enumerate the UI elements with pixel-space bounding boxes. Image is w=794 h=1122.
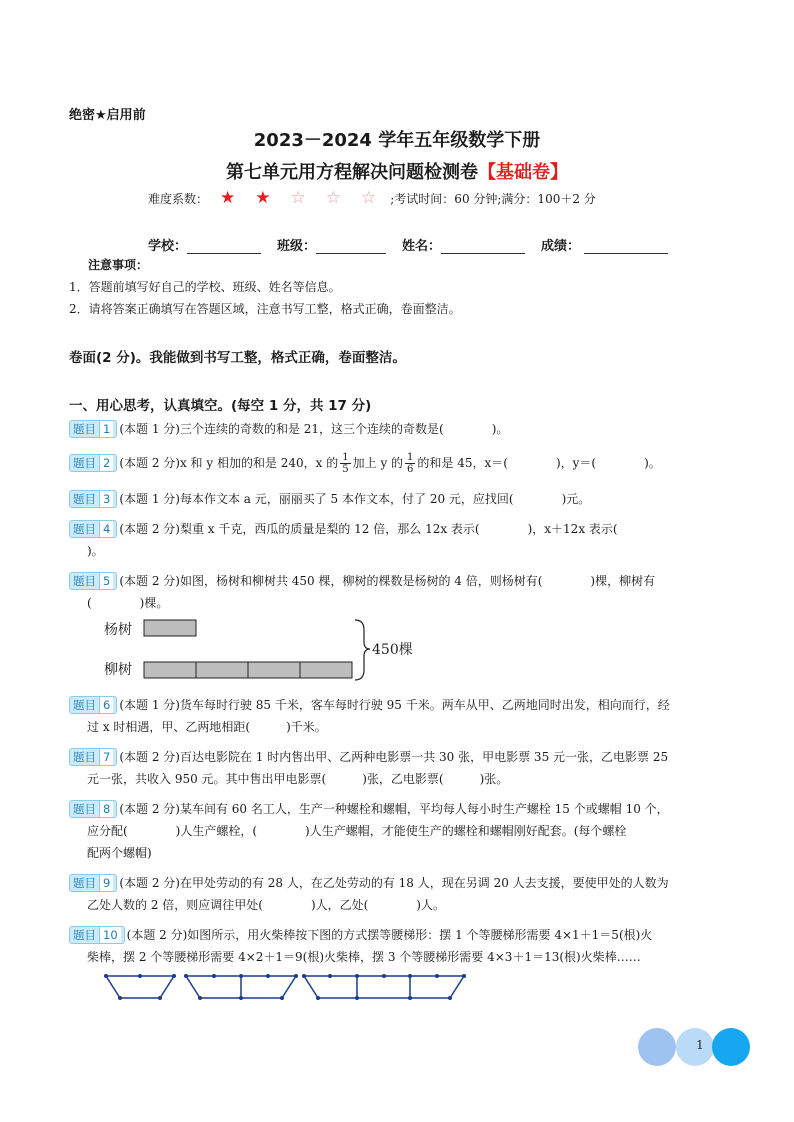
difficulty-label: 难度系数：: [148, 192, 209, 206]
question-badge: 题目 9: [69, 874, 117, 892]
question-badge: 题目 6: [69, 696, 117, 714]
confidential-label: 绝密★启用前: [69, 108, 146, 123]
difficulty-stars: [220, 190, 376, 207]
score-field[interactable]: 成绩：: [541, 235, 668, 254]
brace: [355, 620, 370, 680]
exam-subtitle: [0, 158, 794, 184]
notice-item: 1．答题前填写好自己的学校、班级、姓名等信息。: [69, 280, 341, 294]
question-2: 题目 2 (本题 2 分)x 和 y 相加的和是 240，x 的 $\frac{1}{5}$ 加上 y 的 $\frac{1}{6}$ 的和是 45，x＝( )，y＝( )。: [69, 452, 729, 475]
fraction: $\frac{1}{6}$: [407, 452, 414, 475]
student-info-fields: [148, 235, 684, 254]
question-8: 题目 8 (本题 2 分)某车间有 60 名工人，生产一种螺栓和螺帽，平均每人每小时生产螺栓 15 个或螺帽 10 个， 应分配( )人生产螺栓，( )人生产螺帽，才能使生产的螺栓和螺帽刚好配套。(每个螺栓 配两个螺帽): [69, 798, 729, 864]
question-badge: 题目 1: [69, 420, 117, 438]
question-4: 题目 4 (本题 2 分)梨重 x 千克，西瓜的质量是梨的 12 倍，那么 12x 表示( )，x＋12x 表示( )。: [69, 518, 729, 562]
question-badge: 题目 2: [69, 454, 117, 472]
star-filled-icon: ★: [220, 188, 236, 208]
star-filled-icon: ★: [255, 188, 271, 208]
question-6: 题目 6 (本题 1 分)货车每时行驶 85 千米，客车每时行驶 95 千米。两车从甲、乙两地同时出发，相向而行，经 过 x 时相遇，甲、乙两地相距( )千米。: [69, 694, 729, 738]
question-badge: 题目 3: [69, 490, 117, 508]
label-willow: 柳树: [104, 662, 132, 678]
exam-title: 2023－2024 学年五年级数学下册: [253, 130, 541, 151]
question-5: 题目 5 (本题 2 分)如图，杨树和柳树共 450 棵，柳树的棵数是杨树的 4 倍，则杨树有( )棵，柳树有 ( )棵。: [69, 570, 729, 614]
subtitle-highlight: 【基础卷】: [478, 162, 568, 183]
question-badge: 题目 10: [69, 926, 125, 944]
notice-title: 注意事项：: [88, 258, 149, 272]
fraction: $\frac{1}{5}$: [342, 452, 349, 475]
star-empty-icon: ☆: [290, 188, 306, 208]
segment-diagram: [100, 612, 440, 688]
matchstick-diagram: [100, 970, 480, 1004]
school-field[interactable]: 学校：: [148, 235, 261, 254]
question-3: 题目 3 (本题 1 分)每本作文本 a 元，丽丽买了 5 本作文本，付了 20 元，应找回( )元。: [69, 488, 729, 510]
question-1: 题目 1 (本题 1 分)三个连续的奇数的和是 21，这三个连续的奇数是( )。: [69, 418, 729, 440]
total-label: 450棵: [372, 642, 413, 658]
question-7: 题目 7 (本题 2 分)百达电影院在 1 时内售出甲、乙两种电影票一共 30 张，甲电影票 35 元一张，乙电影票 25 元一张，共收入 950 元。其中售出甲电影票( )张，乙电影票( )张。: [69, 746, 729, 790]
question-9: 题目 9 (本题 2 分)在甲处劳动的有 28 人，在乙处劳动的有 18 人，现在另调 20 人去支援，要使甲处的人数为 乙处人数的 2 倍，则应调往甲处( )人，乙处( )人。: [69, 872, 729, 916]
page-deco-circle-right: [712, 1028, 750, 1066]
neatness-section: 卷面(2 分)。我能做到书写工整，格式正确，卷面整洁。: [69, 350, 406, 366]
poplar-bar: [144, 620, 196, 636]
question-badge: 题目 5: [69, 572, 117, 590]
star-empty-icon: ☆: [361, 188, 377, 208]
page-deco-circle-left: [638, 1028, 676, 1066]
subtitle-main: 第七单元用方程解决问题检测卷: [226, 162, 478, 183]
question-badge: 题目 4: [69, 520, 117, 538]
question-badge: 题目 7: [69, 748, 117, 766]
exam-meta: [148, 190, 596, 207]
name-field[interactable]: 姓名：: [402, 235, 525, 254]
question-badge: 题目 8: [69, 800, 117, 818]
notice-item: 2．请将答案正确填写在答题区域，注意书写工整，格式正确，卷面整洁。: [69, 302, 461, 316]
star-empty-icon: ☆: [325, 188, 342, 208]
question-10: 题目 10 (本题 2 分)如图所示，用火柴棒按下图的方式摆等腰梯形：摆 1 个等腰梯形需要 4×1＋1＝5(根)火 柴棒，摆 2 个等腰梯形需要 4×2＋1＝9(根)火柴棒，摆 3 个等腰梯形需要 4×3＋1＝13(根)火柴棒……: [69, 924, 729, 968]
label-poplar: 杨树: [104, 622, 132, 638]
exam-info: ;考试时间：60 分钟;满分：100＋2 分: [390, 192, 596, 206]
page-number: 1: [696, 1038, 704, 1052]
section-one-title: 一、用心思考，认真填空。(每空 1 分，共 17 分): [69, 398, 372, 414]
class-field[interactable]: 班级：: [277, 235, 386, 254]
